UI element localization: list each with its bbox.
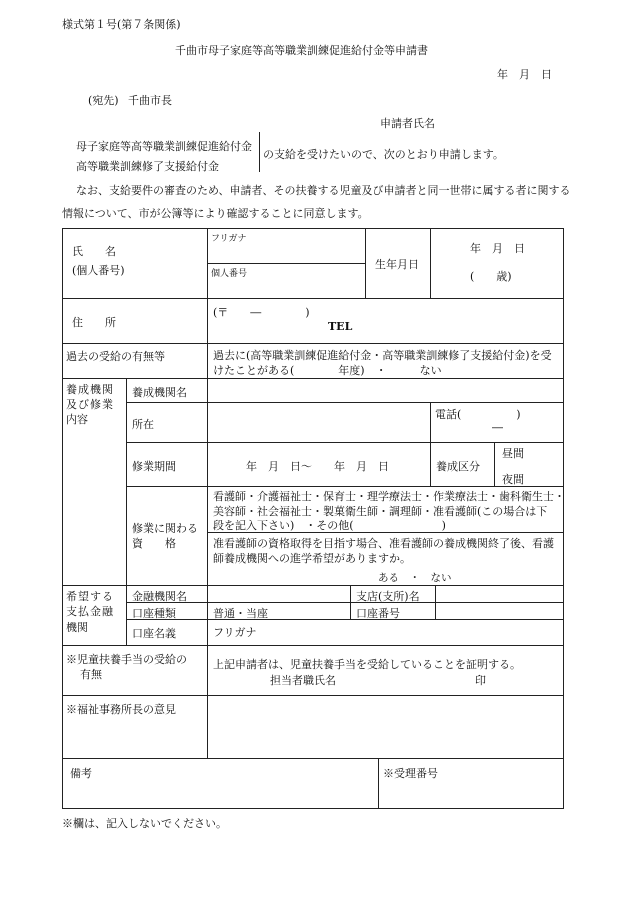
nurse-question-line-1: 准看護師の資格取得を目指す場合、准看護師の養成機関終了後、看護 [213,537,554,550]
welfare-opinion-field[interactable] [208,696,563,757]
study-period-label: 修業期間 [132,460,176,473]
remarks-label: 備考 [70,767,92,780]
qualification-line-1[interactable]: 看護師・介護福祉士・保育士・理学療法士・作業療法士・歯科衛生士・ [213,490,565,503]
addressee-prefix: (宛先) [88,94,119,107]
qualification-line-2[interactable]: 美容師・社会福祉士・製菓衛生師・調理師・准看護師(この場合は下 [213,505,548,518]
location-label: 所在 [132,418,154,431]
account-type-option[interactable]: 普通・当座 [213,607,268,620]
branch-label: 支店(支所)名 [356,590,420,603]
qualification-label-1: 修業に関わる [132,522,198,535]
form-number: 様式第１号(第７条関係) [62,18,181,31]
benefit-bracket [259,132,260,172]
age-field[interactable]: ( 歳) [470,270,512,283]
qualification-line-3[interactable]: 段を記入下さい) ・その他( ) [213,519,446,532]
date-field[interactable]: 年 月 日 [497,68,552,81]
account-holder-field[interactable]: フリガナ [213,626,257,639]
account-number-label: 口座番号 [356,607,400,620]
past-receipt-label: 過去の受給の有無等 [66,350,165,363]
tel-label[interactable]: TEL [328,320,353,333]
applicant-name-label[interactable]: 申請者氏名 [380,117,435,130]
furigana-field[interactable] [208,243,364,262]
institution-name-field[interactable] [208,379,563,401]
benefit-option-2[interactable]: 高等職業訓練修了支援給付金 [76,160,219,173]
receipt-number-label: ※受理番号 [383,767,438,780]
name-sub-label: (個人番号) [72,264,125,277]
addressee: 千曲市長 [128,94,172,107]
nighttime-option[interactable]: 夜間 [502,473,524,486]
account-holder-label: 口座名義 [132,627,176,640]
bank-section-label-3: 機関 [66,621,88,634]
birth-date-label: 生年月日 [375,258,419,271]
name-label: 氏 名 [72,245,116,258]
remarks-field[interactable] [63,780,377,807]
personal-number-label: 個人番号 [211,269,248,279]
bank-name-label: 金融機関名 [132,590,187,603]
child-allowance-certification: 上記申請者は、児童扶養手当を受給していることを証明する。 [213,658,521,671]
benefit-option-1[interactable]: 母子家庭等高等職業訓練促進給付金 [76,140,252,153]
study-period-field[interactable]: 年 月 日～ 年 月 日 [246,460,389,473]
bank-section-label-1: 希望する [66,590,114,603]
qualification-label-2: 資 格 [132,537,176,550]
officer-name-label[interactable]: 担当者職氏名 [270,674,336,687]
training-section-label-3: 内容 [66,413,88,426]
consent-line-1: なお、支給要件の審査のため、申請者、その扶養する児童及び申請者と同一世帯に属する者に関する [76,184,571,197]
phone-dash: ― [492,421,503,434]
daytime-option[interactable]: 昼間 [502,447,524,460]
phone-field[interactable]: 電話( ) [435,408,521,421]
location-field[interactable] [208,403,429,441]
seal-label: 印 [475,674,486,687]
past-receipt-line-1: 過去に(高等職業訓練促進給付金・高等職業訓練修了支援給付金)を受 [213,349,552,362]
training-type-label: 養成区分 [436,460,480,473]
child-allowance-label-1: ※児童扶養手当の受給の [66,653,187,666]
form-title: 千曲市母子家庭等高等職業訓練促進給付金等申請書 [175,44,428,57]
postal-code-field[interactable]: (〒 ― ) [213,306,310,319]
benefit-suffix: の支給を受けたいので、次のとおり申請します。 [263,148,504,161]
welfare-opinion-label: ※福祉事務所長の意見 [66,703,176,716]
past-receipt-choice[interactable]: けたことがある( 年度) ・ ない [213,364,442,377]
institution-name-label: 養成機関名 [132,386,187,399]
consent-line-2: 情報について、市が公簿等により確認することに同意します。 [62,207,369,220]
nurse-choice[interactable]: ある ・ ない [378,572,452,584]
training-section-label-1: 養成機関 [66,383,114,396]
personal-number-field[interactable] [208,278,364,297]
training-section-label-2: 及び修業 [66,398,114,411]
account-number-field[interactable] [436,603,563,618]
account-type-label: 口座種類 [132,607,176,620]
address-label: 住 所 [72,316,116,329]
footer-note: ※欄は、記入しないでください。 [62,817,227,830]
birth-date-field[interactable]: 年 月 日 [470,242,525,255]
nurse-question-line-2: 師養成機関への進学希望がありますか。 [213,552,411,565]
bank-section-label-2: 支払金融 [66,605,114,618]
bank-name-field[interactable] [208,586,349,601]
branch-field[interactable] [436,586,563,601]
child-allowance-label-2: 有無 [80,668,102,681]
furigana-label: フリガナ [211,234,247,244]
